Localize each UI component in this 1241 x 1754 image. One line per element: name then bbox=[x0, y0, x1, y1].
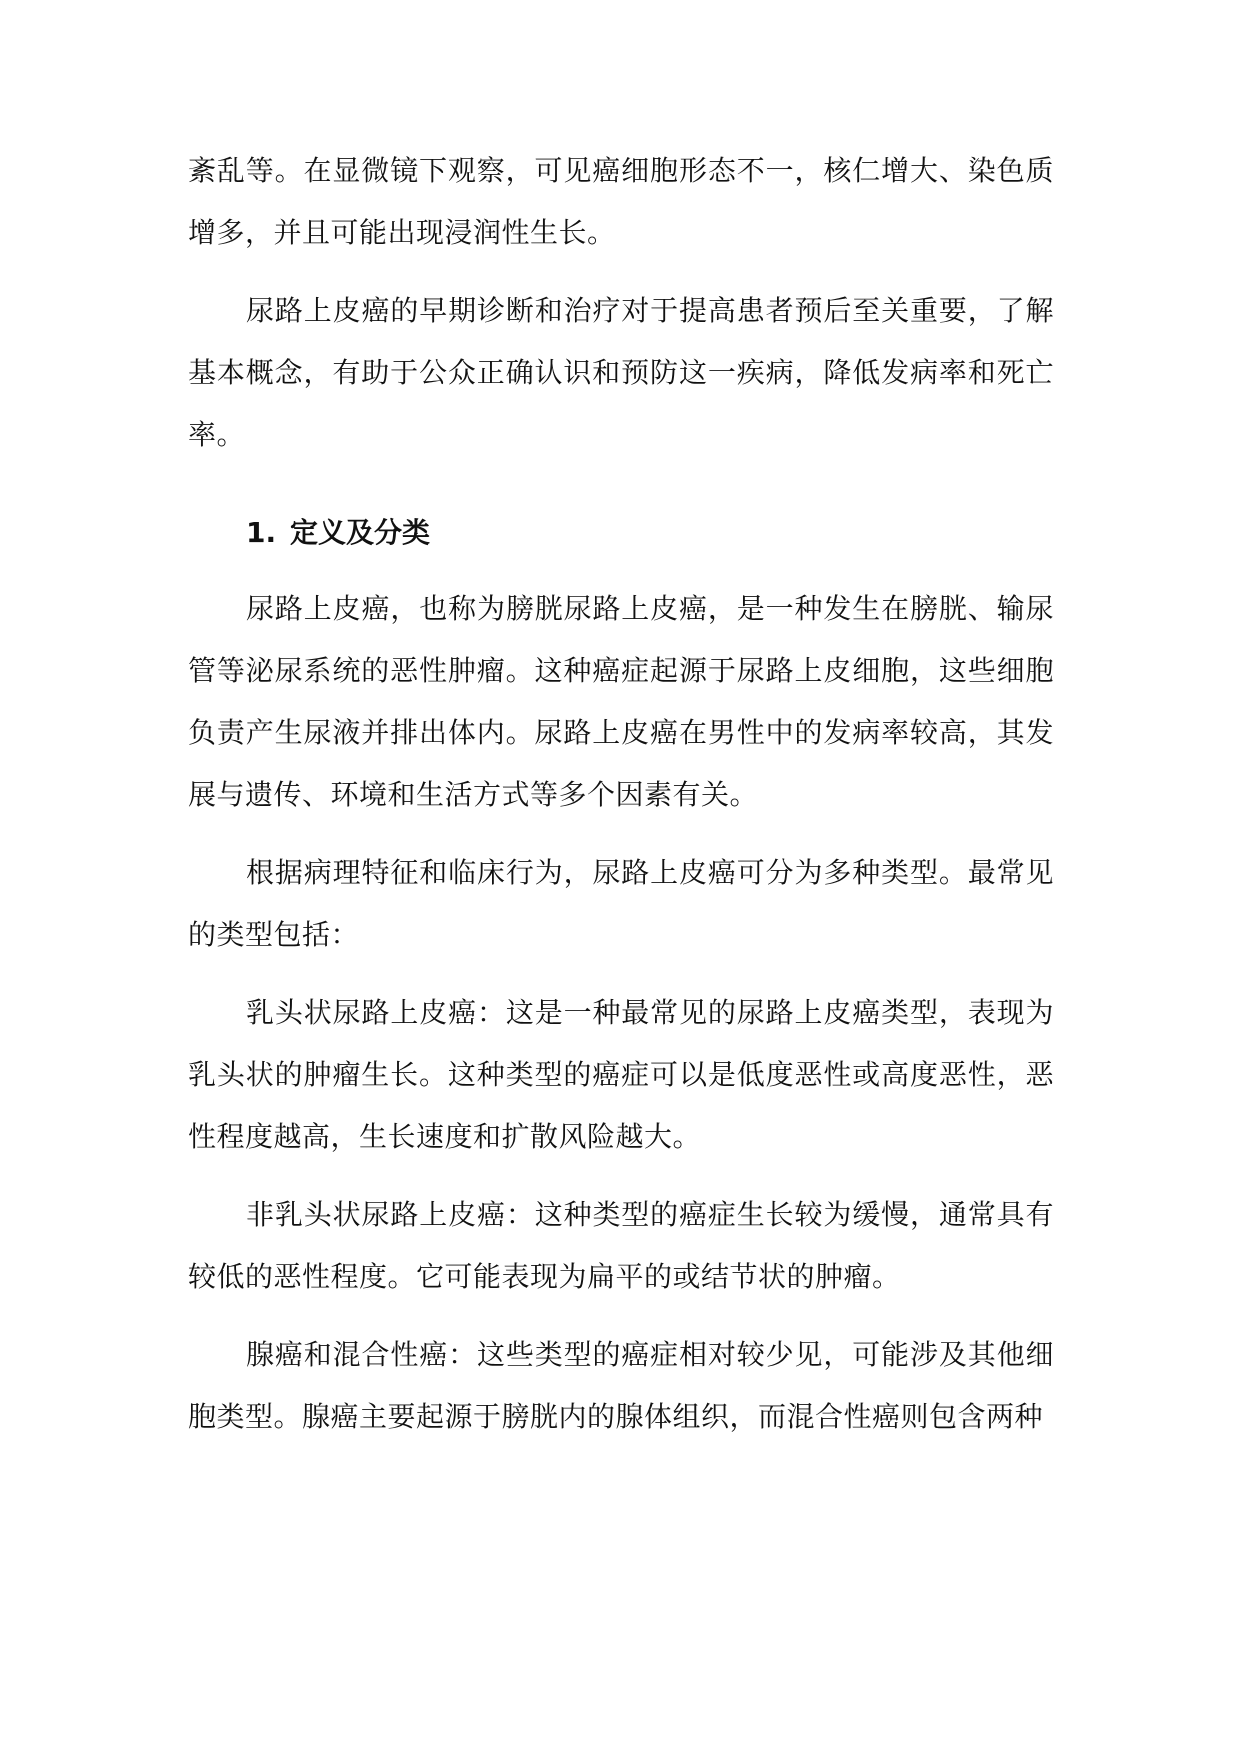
paragraph-classification-intro: 根据病理特征和临床行为，尿路上皮癌可分为多种类型。最常见的类型包括： bbox=[188, 856, 1054, 951]
paragraph-papillary-type: 乳头状尿路上皮癌：这是一种最常见的尿路上皮癌类型，表现为乳头状的肿瘤生长。这种类型的癌症可以是低度恶性或高度恶性，恶性程度越高，生长速度和扩散风险越大。 bbox=[188, 996, 1054, 1153]
paragraph-early-diagnosis: 尿路上皮癌的早期诊断和治疗对于提高患者预后至关重要，了解基本概念，有助于公众正确认识和预防这一疾病，降低发病率和死亡率。 bbox=[188, 294, 1054, 451]
section-number: 1. bbox=[246, 516, 277, 549]
section-title: 定义及分类 bbox=[290, 516, 431, 549]
paragraph-non-papillary-type: 非乳头状尿路上皮癌：这种类型的癌症生长较为缓慢，通常具有较低的恶性程度。它可能表现为扁平的或结节状的肿瘤。 bbox=[188, 1198, 1054, 1293]
section-heading bbox=[188, 502, 1054, 564]
paragraph-continuation: 紊乱等。在显微镜下观察，可见癌细胞形态不一，核仁增大、染色质增多，并且可能出现浸润性生长。 bbox=[188, 154, 1054, 249]
document-body bbox=[188, 140, 1054, 1448]
paragraph-adenocarcinoma-mixed: 腺癌和混合性癌：这些类型的癌症相对较少见，可能涉及其他细胞类型。腺癌主要起源于膀胱内的腺体组织，而混合性癌则包含两种 bbox=[188, 1338, 1054, 1433]
paragraph-definition: 尿路上皮癌，也称为膀胱尿路上皮癌，是一种发生在膀胱、输尿管等泌尿系统的恶性肿瘤。这种癌症起源于尿路上皮细胞，这些细胞负责产生尿液并排出体内。尿路上皮癌在男性中的发病率较高，其发展与遗传、环境和生活方式等多个因素有关。 bbox=[188, 592, 1054, 811]
